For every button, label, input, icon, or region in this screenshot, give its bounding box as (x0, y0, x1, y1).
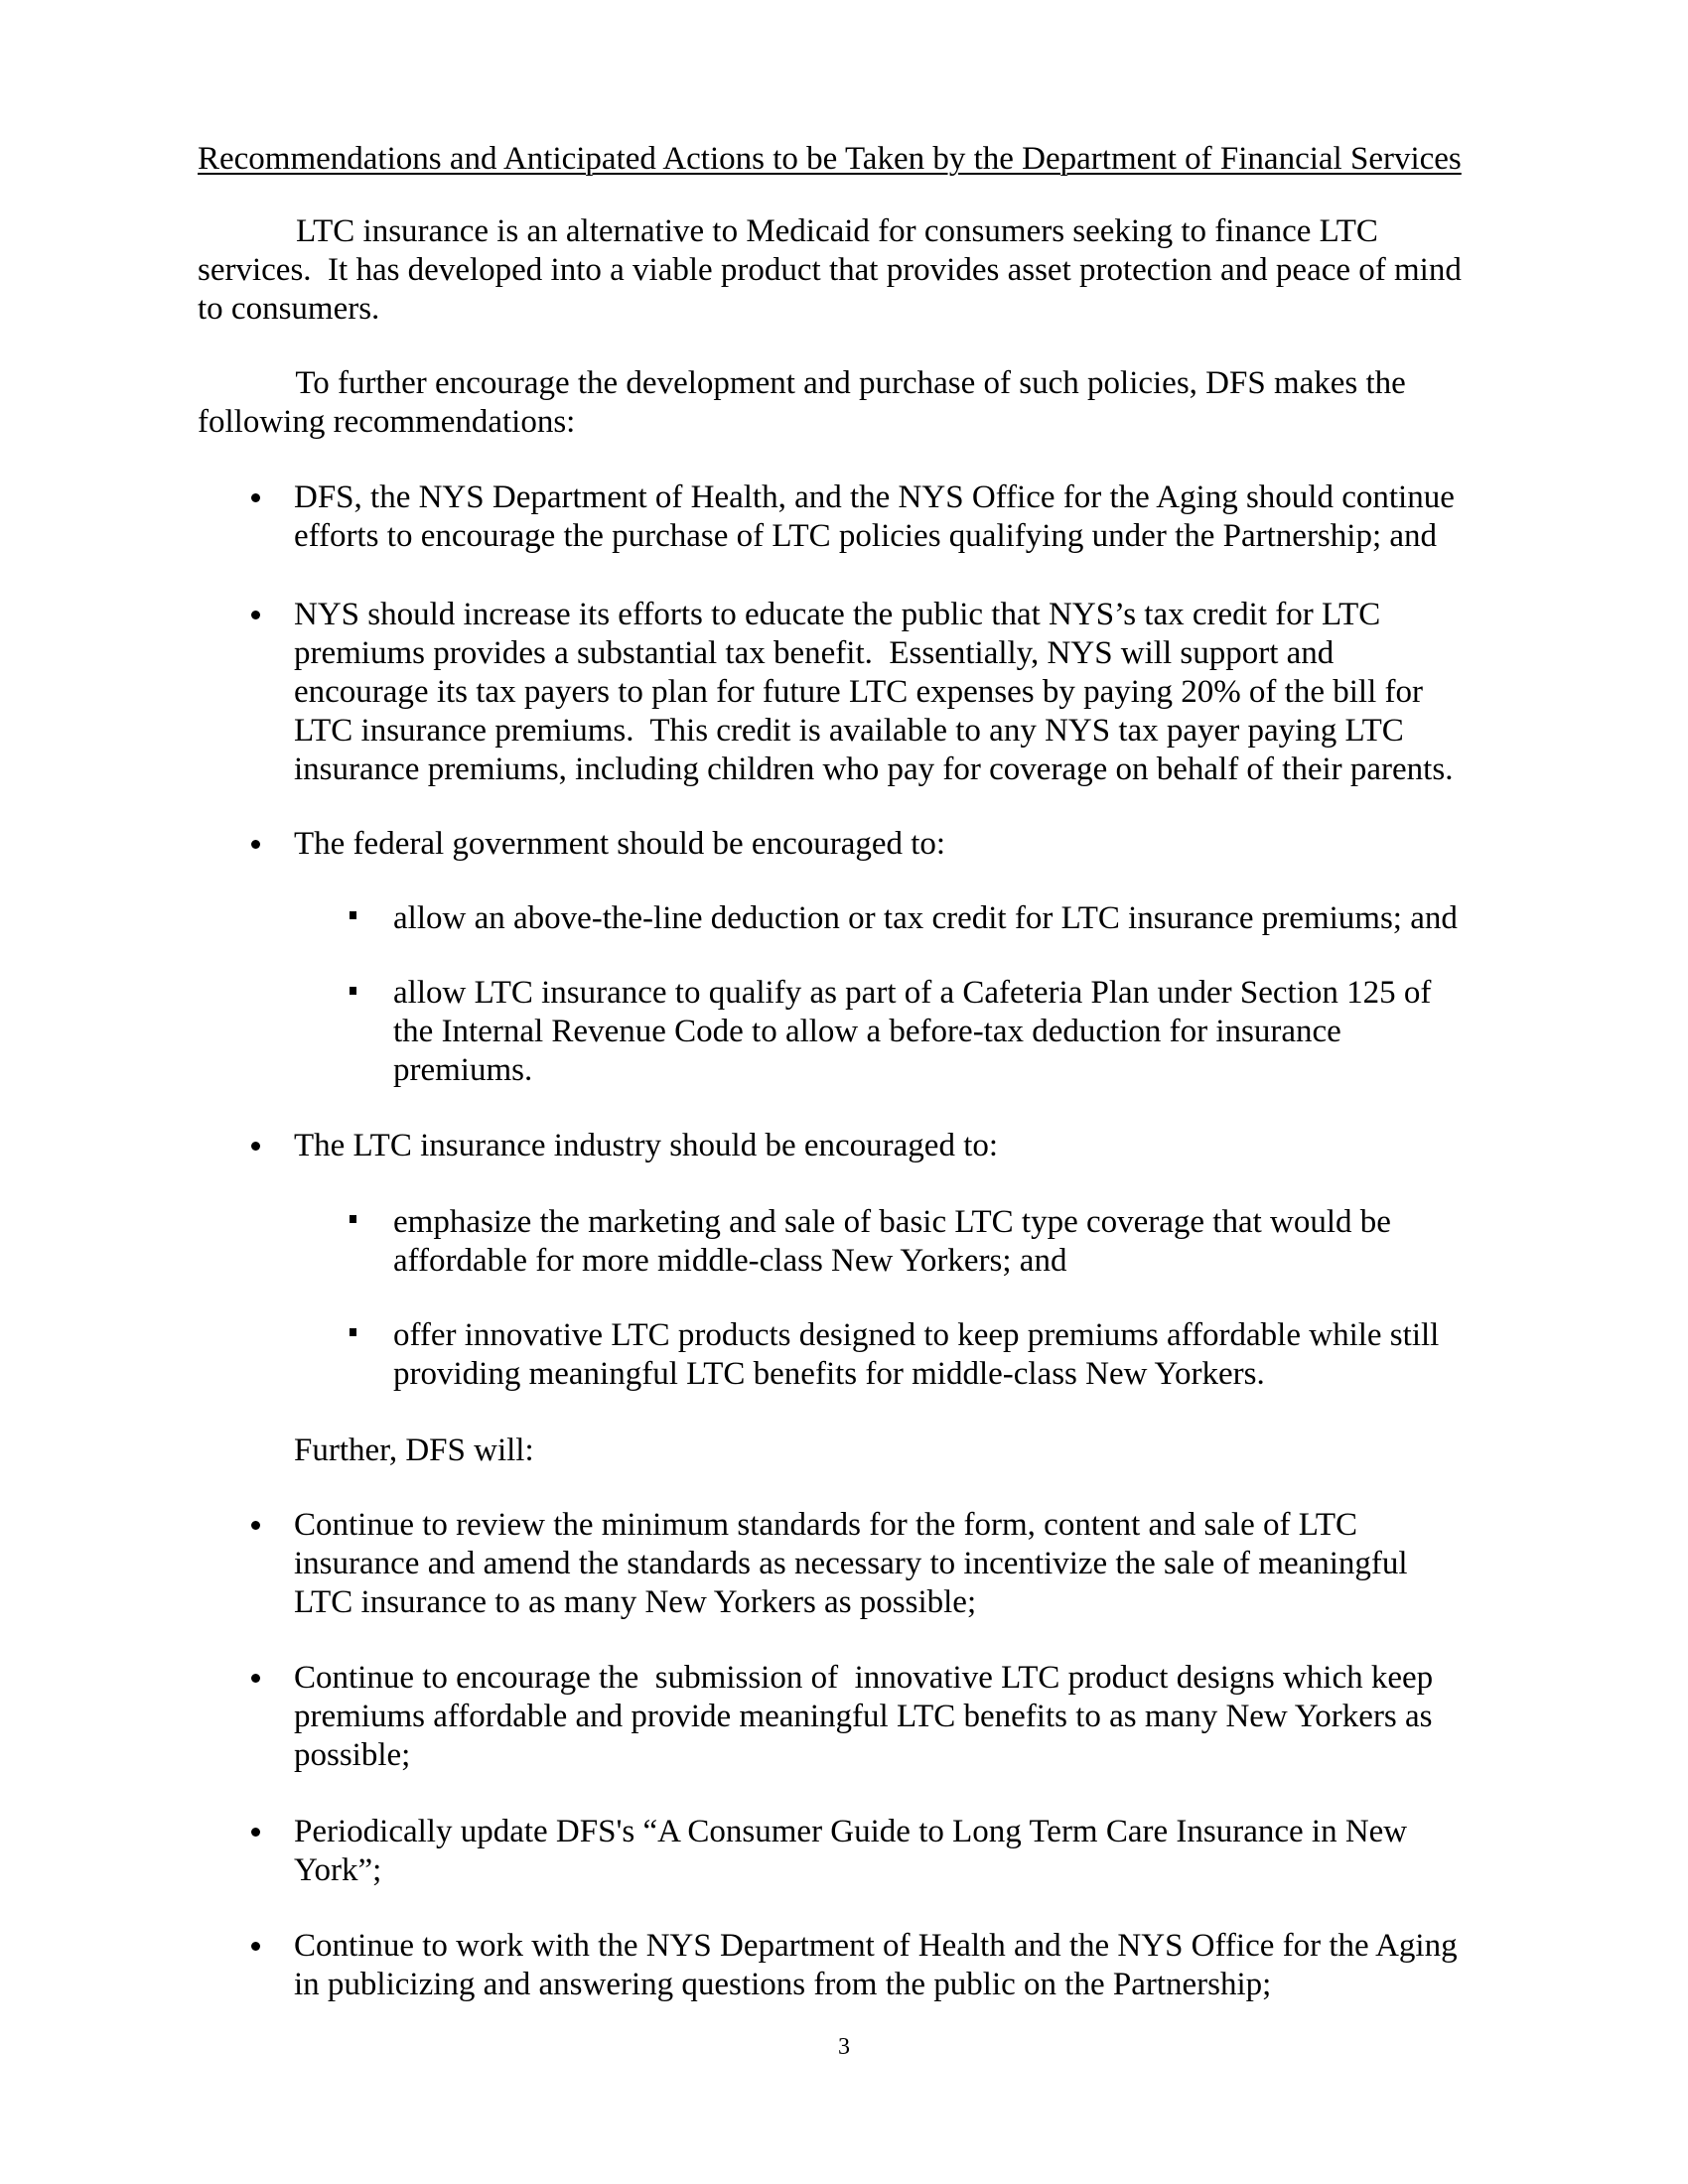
bullet-icon (251, 840, 260, 849)
square-bullet-icon (350, 1328, 356, 1336)
dfs-action-item: Periodically update DFS's “A Consumer Guide to Long Term Care Insurance in New York”; (294, 1814, 1408, 1888)
federal-subitem: allow an above-the-line deduction or tax credit for LTC insurance premiums; and (393, 900, 1458, 936)
square-bullet-icon (350, 911, 356, 919)
recommendation-item: The federal government should be encouraged to: (294, 826, 946, 862)
square-bullet-icon (350, 987, 356, 995)
intro-paragraph: LTC insurance is an alternative to Medicaid for consumers seeking to finance LTC services. It has developed into a viable product that provides asset protection and peace of mind to consumers. (198, 213, 1462, 327)
bullet-icon (251, 1521, 260, 1530)
recommendation-item: NYS should increase its efforts to educate the public that NYS’s tax credit for LTC premiums provides a substantial tax benefit. Essentially, NYS will support and encourage its tax payers to plan for future LTC expenses by paying 20% of the bill for LTC insurance premiums. This credit is available to any NYS tax payer paying LTC insurance premiums, including children who pay for coverage on behalf of their parents. (294, 597, 1454, 787)
federal-subitem: allow LTC insurance to qualify as part of a Cafeteria Plan under Section 125 of the Internal Revenue Code to allow a before-tax deduction for insurance premiums. (393, 975, 1432, 1088)
industry-subitem: offer innovative LTC products designed to keep premiums affordable while still providing meaningful LTC benefits for middle-class New Yorkers. (393, 1317, 1440, 1392)
bullet-icon (251, 493, 260, 502)
further-label: Further, DFS will: (294, 1433, 534, 1468)
recommendations-intro-paragraph: To further encourage the development and purchase of such policies, DFS makes the following recommendations: (198, 365, 1406, 440)
bullet-icon (251, 1142, 260, 1151)
dfs-action-item: Continue to encourage the submission of innovative LTC product designs which keep premiums affordable and provide meaningful LTC benefits to as many New Yorkers as possible; (294, 1660, 1434, 1773)
industry-subitem: emphasize the marketing and sale of basic LTC type coverage that would be affordable for more middle-class New Yorkers; and (393, 1204, 1391, 1279)
section-heading: Recommendations and Anticipated Actions to be Taken by the Department of Financial Services (198, 141, 1462, 177)
square-bullet-icon (350, 1215, 356, 1223)
recommendation-item: The LTC insurance industry should be encouraged to: (294, 1128, 999, 1163)
dfs-action-item: Continue to review the minimum standards for the form, content and sale of LTC insurance and amend the standards as necessary to incentivize the sale of meaningful LTC insurance to as many New Yorkers as possible; (294, 1507, 1408, 1620)
bullet-icon (251, 1828, 260, 1837)
bullet-icon (251, 611, 260, 619)
bullet-icon (251, 1942, 260, 1951)
page-number: 3 (838, 2034, 850, 2060)
bullet-icon (251, 1674, 260, 1683)
dfs-action-item: Continue to work with the NYS Department of Health and the NYS Office for the Aging in publicizing and answering questions from the public on the Partnership; (294, 1928, 1458, 2002)
recommendation-item: DFS, the NYS Department of Health, and the NYS Office for the Aging should continue efforts to encourage the purchase of LTC policies qualifying under the Partnership; and (294, 479, 1455, 554)
